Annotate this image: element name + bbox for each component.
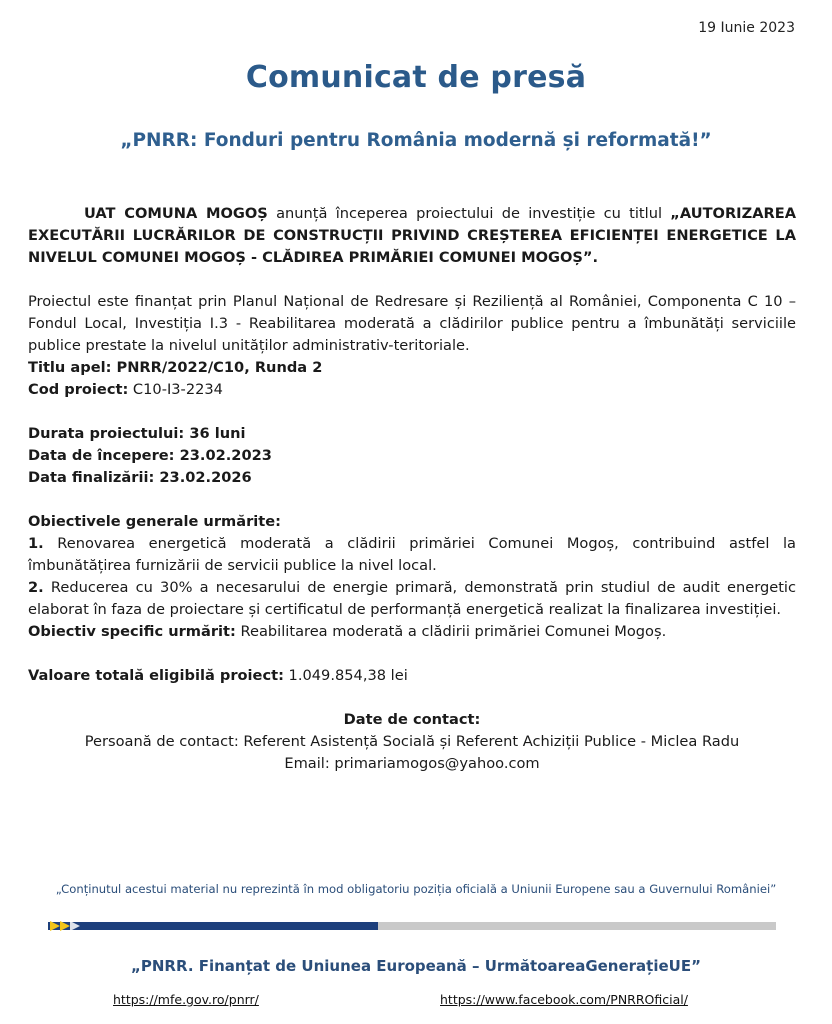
press-release-body <box>28 203 796 775</box>
objective-number: 2. <box>28 579 44 596</box>
bar-dark-segment <box>48 922 378 930</box>
intro-paragraph <box>28 203 796 269</box>
specific-objective-label: Obiectiv specific urmărit: <box>28 623 236 640</box>
contact-heading: Date de contact: <box>343 711 481 728</box>
eligible-value-amount: 1.049.854,38 lei <box>283 667 408 684</box>
call-title: Titlu apel: PNRR/2022/C10, Runda 2 <box>28 359 323 376</box>
intro-text: anunță începerea proiectului de investiție cu titlul <box>267 205 671 222</box>
footer-divider-bar <box>48 922 776 930</box>
contact-email: Email: primariamogos@yahoo.com <box>284 755 540 772</box>
entity-name: UAT COMUNA MOGOȘ <box>84 205 268 222</box>
pnrr-tagline: „PNRR. Finanțat de Uniunea Europeană – UrmătoareaGenerațieUE” <box>131 957 701 975</box>
bar-light-segment <box>378 922 776 930</box>
objective-item <box>28 577 796 621</box>
objective-item <box>28 533 796 577</box>
project-code-label: Cod proiect: <box>28 381 129 398</box>
project-title: „AUTORIZAREA EXECUTĂRII LUCRĂRILOR DE CONSTRUCȚII PRIVIND CREȘTEREA EFICIENȚEI ENERGETICE LA NIVELUL COMUNEI MOGOȘ - CLĂDIREA PRIMĂRIEI COMUNEI MOGOȘ”. <box>28 205 796 266</box>
page-subtitle: „PNRR: Fonduri pentru România modernă și reformată!” <box>120 130 712 151</box>
project-code-value: C10-I3-2234 <box>128 381 223 398</box>
specific-objective-value: Reabilitarea moderată a clădirii primăriei Comunei Mogoș. <box>235 623 667 640</box>
start-date: Data de începere: 23.02.2023 <box>28 447 272 464</box>
page-title: Comunicat de presă <box>245 60 587 95</box>
project-duration: Durata proiectului: 36 luni <box>28 425 246 442</box>
eligible-value-label: Valoare totală eligibilă proiect: <box>28 667 284 684</box>
end-date: Data finalizării: 23.02.2026 <box>28 469 252 486</box>
specific-objective <box>28 621 796 643</box>
objective-text: Reducerea cu 30% a necesarului de energie primară, demonstrată prin studiul de audit energetic elaborat în faza de proiectare și certificatul de performanță energetică realizat la finalizarea investiției. <box>28 579 796 618</box>
eligible-value <box>28 665 796 687</box>
mfe-link[interactable]: https://mfe.gov.ro/pnrr/ <box>113 992 259 1007</box>
objectives-heading: Obiectivele generale urmărite: <box>28 513 281 530</box>
document-date: 19 Iunie 2023 <box>698 20 795 36</box>
financing-paragraph: Proiectul este finanțat prin Planul Național de Redresare și Reziliență al României, Componenta C 10 – Fondul Local, Investiția I.3 - Reabilitarea moderată a clădirilor publice pentru a îmbunătăți serviciile publice prestate la nivelul unităților administrativ-teritoriale. <box>28 293 796 354</box>
eu-disclaimer: „Conținutul acestui material nu reprezintă în mod obligatoriu poziția oficială a Uniunii Europene sau a Guvernului României” <box>55 882 777 896</box>
facebook-link[interactable]: https://www.facebook.com/PNRROficial/ <box>440 992 688 1007</box>
arrow-chevrons-icon <box>48 920 82 932</box>
objective-number: 1. <box>28 535 44 552</box>
project-code <box>28 379 796 401</box>
objective-text: Renovarea energetică moderată a clădirii primăriei Comunei Mogoș, contribuind astfel la îmbunătățirea furnizării de servicii publice la nivel local. <box>28 535 796 574</box>
contact-person: Persoană de contact: Referent Asistență Socială și Referent Achiziții Publice - Miclea Radu <box>84 733 740 750</box>
